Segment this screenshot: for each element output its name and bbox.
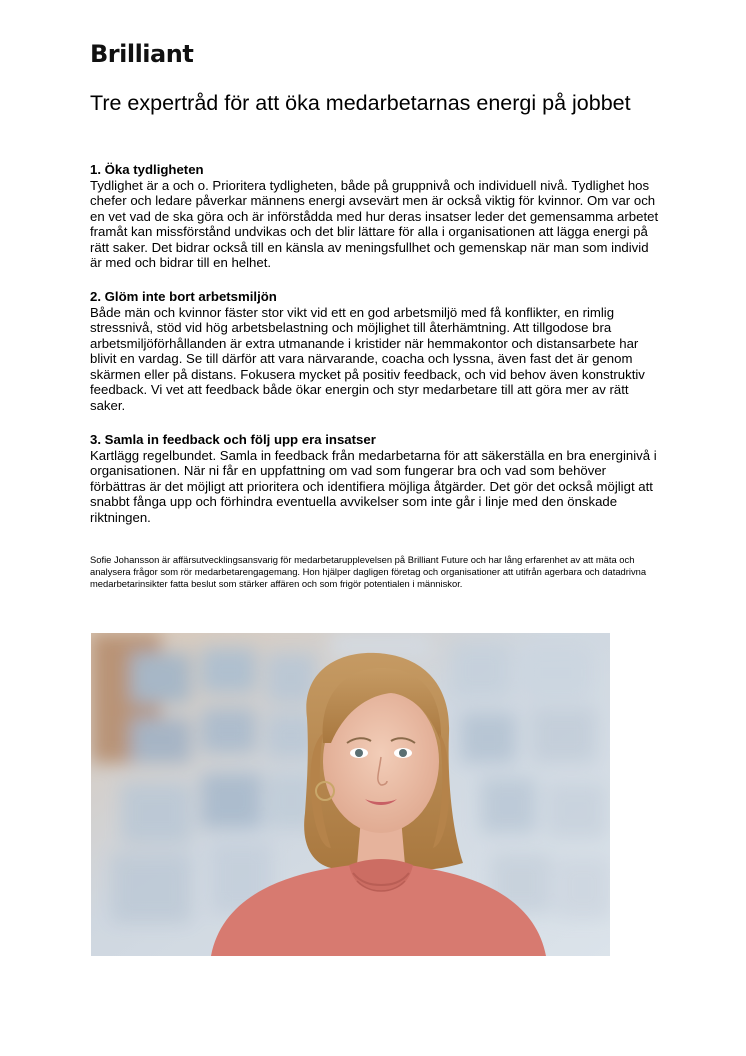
tip-heading-2: 2. Glöm inte bort arbetsmiljön bbox=[90, 289, 277, 304]
author-portrait-image bbox=[91, 633, 610, 956]
author-bio: Sofie Johansson är affärsutvecklingsansvarig för medarbetarupplevelsen på Brilliant Future och har lång erfarenhet av att mäta och analysera frågor som rör medarbetarengagemang. Hon hjälper dagligen företag och organisationer att utifrån agerbara och datadrivna medarbetarinsikter fatta beslut som stärker affären och som frigör potentialen i människor. bbox=[90, 554, 647, 589]
tip-body-2: Både män och kvinnor fäster stor vikt vid ett en god arbetsmiljö med få konflikter, en rimlig stressnivå, stöd vid hög arbetsbelastning och möjlighet till återhämtning. Att tillgodose bra arbetsmiljöförhållanden är extra utmanande i kristider när hemmakontor och distansarbete har blivit en vardag. Se till därför att vara närvarande, coacha och lyssna, även fast det är genom skärmen eller på distans. Fokusera mycket på positiv feedback, och vid behov även konstruktiv feedback. Vi vet att feedback både ökar energin och styr medarbetare till att göra mer av rätt saker. bbox=[90, 304, 645, 413]
tip-body-3: Kartlägg regelbundet. Samla in feedback från medarbetarna för att säkerställa en bra energinivå i organisationen. När ni får en uppfattning om vad som fungerar bra och vad som behöver förbättras är det möjligt att prioritera och identifiera möjliga åtgärder. Det gör det också möjligt att snabbt fånga upp och förhindra eventuella avvikelser som inte går i linje med den önskade riktningen. bbox=[90, 447, 657, 525]
tip-section-1 bbox=[90, 162, 660, 271]
article-title: Tre expertråd för att öka medarbetarnas energi på jobbet bbox=[90, 91, 631, 115]
tip-section-2 bbox=[90, 289, 660, 413]
tip-heading-3: 3. Samla in feedback och följ upp era insatser bbox=[90, 432, 376, 447]
tip-heading-1: 1. Öka tydligheten bbox=[90, 162, 204, 177]
brilliant-logo: Brilliant bbox=[90, 40, 194, 68]
tip-body-1: Tydlighet är a och o. Prioritera tydligheten, både på gruppnivå och individuell nivå. Tydlighet hos chefer och ledare påverkar männens energi avsevärt men är också viktig för kvinnor. Om var och en vet vad de ska göra och är införstådda med hur deras insatser leder det gemensamma arbetet framåt kan missförstånd undvikas och det blir lättare för alla i organisationen att lägga energi på rätt saker. Det bidrar också till en känsla av meningsfullhet och gemenskap när man som individ är med och bidrar till en helhet. bbox=[90, 177, 659, 270]
tip-section-3 bbox=[90, 432, 660, 525]
